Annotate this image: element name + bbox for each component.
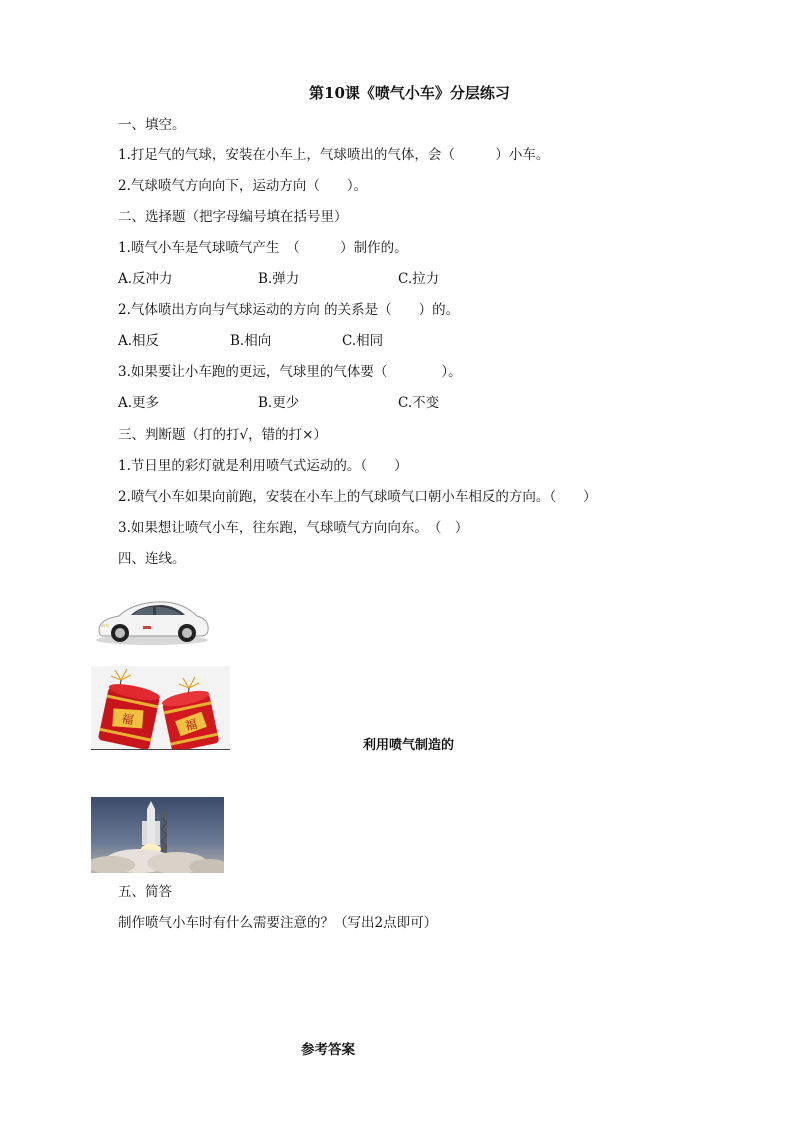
option-b: B.相向 [230, 333, 272, 349]
sports-car-image [93, 592, 211, 646]
question-2-1: 1.喷气小车是气球喷气产生 （ ）制作的。 [118, 240, 408, 256]
firecracker-icon [91, 666, 230, 749]
answer-heading: 参考答案 [301, 1042, 355, 1058]
question-1-2: 2.气球喷气方向向下，运动方向（ ）。 [118, 178, 368, 194]
page-title: 第10课《喷气小车》分层练习 [309, 84, 510, 102]
option-a: A.相反 [118, 333, 160, 349]
firecrackers-image [91, 666, 230, 750]
option-c: C.相同 [342, 333, 384, 349]
question-3-1: 1.节日里的彩灯就是利用喷气式运动的。（ ） [118, 458, 408, 474]
rocket-launch-image [91, 797, 224, 873]
option-a: A.更多 [118, 395, 160, 411]
question-1-1: 1.打足气的气球，安装在小车上，气球喷出的气体，会（ ）小车。 [118, 147, 550, 163]
fu-character: 福 [120, 711, 135, 728]
section-3-heading: 三、判断题（打的打√，错的打×） [118, 427, 327, 443]
question-3-2: 2.喷气小车如果向前跑，安装在小车上的气球喷气口朝小车相反的方向。（ ） [118, 489, 597, 505]
option-c: C.不变 [398, 395, 440, 411]
rocket-icon [91, 797, 224, 873]
option-b: B.更少 [258, 395, 300, 411]
section-2-heading: 二、选择题（把字母编号填在括号里） [118, 209, 348, 225]
matching-center-label: 利用喷气制造的 [363, 738, 455, 753]
option-b: B.弹力 [258, 271, 300, 287]
car-icon [93, 592, 211, 646]
option-c: C.拉力 [398, 271, 440, 287]
section-4-heading: 四、连线。 [118, 551, 186, 567]
fu-character: 福 [183, 716, 199, 734]
option-a: A.反冲力 [118, 271, 173, 287]
question-2-2: 2.气体喷出方向与气球运动的方向 的关系是（ ）的。 [118, 302, 460, 318]
question-3-3: 3.如果想让喷气小车，往东跑，气球喷气方向向东。 （ ） [118, 520, 469, 536]
question-2-3: 3.如果要让小车跑的更远，气球里的气体要（ ）。 [118, 364, 462, 380]
section-5-heading: 五、简答 [118, 884, 172, 900]
section-1-heading: 一、填空。 [118, 117, 186, 133]
question-5-1: 制作喷气小车时有什么需要注意的？（写出2点即可） [118, 915, 438, 931]
